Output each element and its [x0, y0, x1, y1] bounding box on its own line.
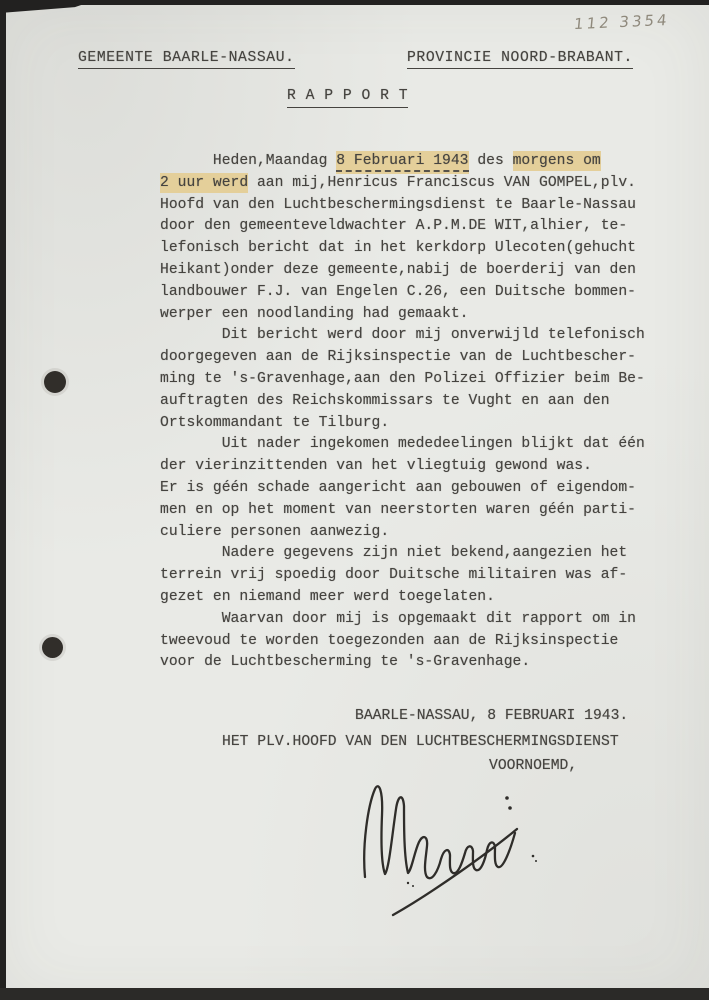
body-segment: culiere personen aanwezig.	[160, 523, 390, 540]
archive-number-handwritten: 112 3354	[573, 10, 671, 34]
signature-scrawl	[364, 786, 515, 878]
body-segment: men en op het moment van neerstorten waren géén parti-	[160, 501, 636, 518]
body-line	[160, 587, 645, 609]
body-line	[160, 195, 645, 217]
footer-signatory-voornoemd: VOORNOEMD,	[489, 758, 578, 774]
body-segment: Dit bericht werd door mij onverwijld telefonisch	[160, 327, 645, 344]
body-segment: gezet en niemand meer werd toegelaten.	[160, 588, 495, 605]
body-segment: Waarvan door mij is opgemaakt dit rapport om in	[160, 610, 636, 627]
body-segment: Hoofd van den Luchtbeschermingsdienst te Baarle-Nassau	[160, 196, 636, 213]
body-segment: auftragten des Reichskommissars te Vught en aan den	[160, 392, 610, 409]
body-line	[160, 347, 645, 369]
body-line	[160, 609, 645, 631]
scan-edge-corner	[0, 0, 96, 13]
body-line	[160, 500, 645, 522]
body-segment: lefonisch bericht dat in het kerkdorp Ulecoten(gehucht	[160, 240, 636, 257]
report-title: R A P P O R T	[287, 88, 408, 108]
body-line	[160, 456, 645, 478]
body-segment: Ortskommandant te Tilburg.	[160, 414, 390, 431]
body-segment: des	[468, 153, 513, 169]
body-segment: tweevoud te worden toegezonden aan de Rijksinspectie	[160, 632, 619, 649]
signature	[338, 780, 563, 922]
body-segment: Nadere gegevens zijn niet bekend,aangezien het	[160, 545, 628, 562]
body-line	[160, 238, 645, 260]
body-segment: voor de Luchtbescherming te 's-Gravenhage.	[160, 654, 531, 671]
body-segment: der vierinzittenden van het vliegtuig gewond was.	[160, 458, 592, 475]
body-segment: werper een noodlanding had gemaakt.	[160, 305, 469, 322]
highlighted-text: 8 Februari 1943	[336, 153, 468, 172]
body-line	[160, 413, 645, 435]
body-text	[160, 151, 645, 674]
body-line	[160, 260, 645, 282]
body-segment: Heikant)onder deze gemeente,nabij de boerderij van den	[160, 261, 636, 278]
body-line	[160, 173, 645, 195]
body-line	[160, 325, 645, 347]
header-province: PROVINCIE NOORD-BRABANT.	[407, 50, 633, 69]
body-line	[160, 522, 645, 544]
body-line	[160, 543, 645, 565]
scan-edge-bottom	[0, 988, 709, 1000]
hole-punch-bottom	[42, 637, 63, 658]
body-segment: Er is géén schade aangericht aan gebouwen of eigendom-	[160, 479, 636, 496]
header-municipality: GEMEENTE BAARLE-NASSAU.	[78, 50, 295, 69]
body-line	[160, 652, 645, 674]
footer-signatory-title: HET PLV.HOOFD VAN DEN LUCHTBESCHERMINGSDIENST	[222, 734, 619, 750]
scan-edge-left	[0, 0, 6, 1000]
body-segment: ming te 's-Gravenhage,aan den Polizei Offizier beim Be-	[160, 370, 645, 387]
body-line	[160, 478, 645, 500]
body-line	[160, 369, 645, 391]
scan-edge-top	[0, 0, 709, 5]
body-line	[160, 565, 645, 587]
body-line	[160, 391, 645, 413]
highlighted-text: 2 uur werd	[160, 174, 249, 191]
body-line	[160, 434, 645, 456]
body-line	[160, 216, 645, 238]
body-segment: terrein vrij spoedig door Duitsche militairen was af-	[160, 567, 628, 584]
footer-place-date: BAARLE-NASSAU, 8 FEBRUARI 1943.	[355, 708, 629, 724]
body-line	[160, 631, 645, 653]
body-line	[160, 282, 645, 304]
body-segment: door den gemeenteveldwachter A.P.M.DE WIT,alhier, te-	[160, 218, 628, 235]
body-segment: doorgegeven aan de Rijksinspectie van de Luchtbescher-	[160, 349, 636, 366]
hole-punch-top	[44, 371, 66, 393]
body-line	[160, 304, 645, 326]
body-line	[160, 151, 645, 173]
body-segment: aan mij,Henricus Franciscus VAN GOMPEL,plv.	[248, 174, 636, 191]
body-segment: Heden,Maandag	[160, 153, 337, 169]
highlighted-text: morgens om	[512, 153, 601, 169]
body-segment: Uit nader ingekomen mededeelingen blijkt dat één	[160, 436, 645, 453]
body-segment: landbouwer F.J. van Engelen C.26, een Duitsche bommen-	[160, 283, 636, 300]
